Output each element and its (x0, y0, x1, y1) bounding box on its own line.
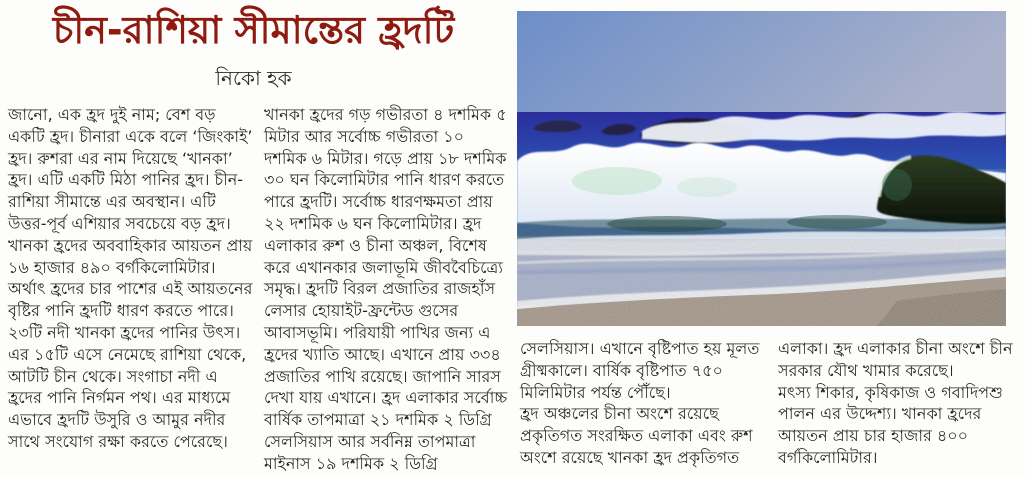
sea-waves-photo (517, 11, 1006, 326)
paragraph: এলাকা। হ্রদ এলাকার চীনা অংশে চীন সরকার যৌথ খামার করেছে। (778, 339, 1013, 380)
article-column-3 (520, 338, 770, 469)
article-column-1 (8, 104, 254, 453)
paragraph: খানকা হ্রদের গড় গভীরতা ৪ দশমিক ৫ মিটার আর সর্বোচ্চ গভীরতা ১০ দশমিক ৬ মিটার। গড়ে প্রায় ১৮ দশমিক ৩০ ঘন কিলোমিটার পানি ধারণ করতে পারে হ্রদটি। সর্বোচ্চ ধারণক্ষমতা প্রায় ২২ দশমিক ৬ ঘন কিলোমিটার। হ্রদ এলাকার রুশ ও চীনা অঞ্চল, বিশেষ করে এখানকার জলাভূমি জীববৈচিত্র্যে সমৃদ্ধ। হ্রদটি বিরল প্রজাতির রাজহাঁস লেসার হোয়াইট-ফ্রন্টেড গুসের আবাসভূমি। পরিযায়ী পাখির জন্য এ হ্রদের খ্যাতি আছে। এখানে প্রায় ৩৩৪ প্রজাতির পাখি রয়েছে। জাপানি সারস দেখা যায় এখানে। হ্রদ এলাকার সর্বোচ্চ বার্ষিক তাপমাত্রা ২১ দশমিক ২ ডিগ্রি সেলসিয়াস আর সর্বনিম্ন তাপমাত্রা মাইনাস ১৯ দশমিক ২ ডিগ্রি (264, 105, 508, 473)
article-author: নিকো হক (215, 66, 292, 90)
paragraph: মৎস্য শিকার, কৃষিকাজ ও গবাদিপশু পালন এর উদ্দেশ্য। খানকা হ্রদের আয়তন প্রায় চার হাজার ৪০০ বর্গকিলোমিটার। (778, 382, 1003, 467)
article-title: চীন-রাশিয়া সীমান্তের হ্রদটি (52, 8, 455, 52)
article-column-4 (778, 338, 1024, 469)
photo-speckle-light (517, 251, 1006, 326)
article-column-2 (264, 104, 510, 475)
paragraph: ২৩টি নদী খানকা হ্রদের পানির উৎস। এর ১৫টি এসে নেমেছে রাশিয়া থেকে, আটটি চীন থেকে। সংগাচা নদী এ হ্রদের পানি নির্গমন পথ। এর মাধ্যমে এভাবে হ্রদটি উসুরি ও আমুর নদীর সাথে সংযোগ রক্ষা করতে পেরেছে। (8, 322, 247, 451)
paragraph: সেলসিয়াস। এখানে বৃষ্টিপাত হয় মূলত গ্রীষ্মকালে। বার্ষিক বৃষ্টিপাত ৭৫০ মিলিমিটার পর্যন্ত পৌঁছে। (520, 339, 760, 402)
paragraph: খানকা হ্রদের অববাহিকার আয়তন প্রায় ১৬ হাজার ৪৯০ বর্গকিলোমিটার। অর্থাৎ হ্রদের চার পাশের এই আয়তনের বৃষ্টির পানি হ্রদটি ধারণ করতে পারে। (8, 235, 253, 321)
sea-waves-illustration (517, 11, 1006, 326)
paragraph: হ্রদ অঞ্চলের চীনা অংশে রয়েছে প্রকৃতিগত সংরক্ষিত এলাকা এবং রুশ অংশে রয়েছে খানকা হ্রদ প্রকৃতিগত (520, 404, 753, 467)
paragraph: জানো, এক হ্রদ দুই নাম; বেশ বড় একটি হ্রদ। চীনারা একে বলে ‘জিংকাই’ হ্রদ। রুশরা এর নাম দিয়েছে ‘খানকা’ হ্রদ। এটি একটি মিঠা পানির হ্রদ। চীন-রাশিয়া সীমান্তে এর অবস্থান। এটি উত্তর-পূর্ব এশিয়ার সবচেয়ে বড় হ্রদ। (8, 105, 253, 233)
photo-sky (517, 11, 1006, 112)
